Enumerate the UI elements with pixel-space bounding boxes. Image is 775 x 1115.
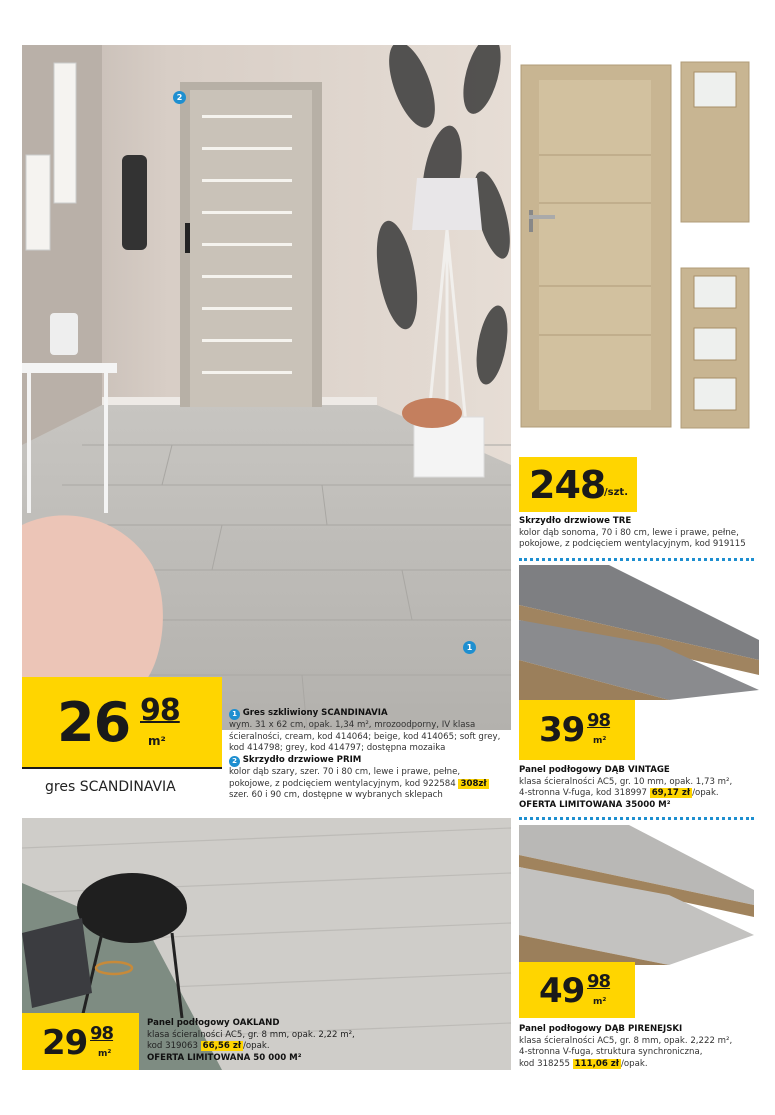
gres-item2-badge: 2 xyxy=(229,756,240,767)
vintage-pack-unit: /opak. xyxy=(692,788,719,798)
oakland-pack-price: 66,56 zł xyxy=(202,1041,242,1051)
door-tre-description xyxy=(519,516,764,551)
divider-dots-2 xyxy=(519,817,754,820)
gres-name: gres SCANDINAVIA xyxy=(45,779,176,795)
vintage-unit: m² xyxy=(593,736,607,746)
gres-item1-line1: wym. 31 x 62 cm, opak. 1,34 m², mrozoodporny, IV klasa xyxy=(229,720,476,731)
door-tre-unit: /szt. xyxy=(604,487,629,498)
pirenejski-pack-price: 111,06 zł xyxy=(574,1058,620,1069)
gres-item2-line3: szer. 60 i 90 cm, dostępne w wybranych sklepach xyxy=(229,790,443,800)
gres-item1-line2: ścieralności, cream, kod 414064; beige, kod 414065; soft grey, xyxy=(229,731,501,742)
vintage-price-int: 39 xyxy=(539,710,585,750)
pirenejski-line1: klasa ścieralności AC5, gr. 8 mm, opak. 2,222 m², xyxy=(519,1035,733,1046)
gres-item2-title: Skrzydło drzwiowe PRIM xyxy=(242,754,362,765)
vintage-price-dec: 98 xyxy=(587,710,611,731)
hallway-illustration xyxy=(22,45,511,730)
door-tre-price: 248 xyxy=(529,463,606,507)
vintage-illustration xyxy=(519,565,759,700)
pirenejski-description xyxy=(519,1024,764,1070)
oakland-line1: klasa ścieralności AC5, gr. 8 mm, opak. 2,22 m², xyxy=(147,1029,355,1040)
vintage-description xyxy=(519,765,764,811)
pirenejski-unit: m² xyxy=(593,997,607,1007)
vintage-offer: OFERTA LIMITOWANA 35000 M² xyxy=(519,799,671,810)
hallway-photo xyxy=(22,45,511,730)
oakland-pack-unit: /opak. xyxy=(243,1041,270,1051)
pirenejski-price-box xyxy=(519,962,635,1018)
gres-description xyxy=(229,708,509,802)
gres-price-box xyxy=(22,677,222,767)
door-tre-price-box xyxy=(519,457,637,512)
hallway-badge-2: 2 xyxy=(173,91,186,104)
door-tre-line2: pokojowe, z podcięciem wentylacyjnym, kod 919115 xyxy=(519,539,746,549)
oakland-offer: OFERTA LIMITOWANA 50 000 M² xyxy=(147,1052,302,1063)
vintage-line2: 4-stronna V-fuga, kod 318997 xyxy=(519,788,647,798)
pirenejski-illustration xyxy=(519,825,759,965)
pirenejski-price-dec: 98 xyxy=(587,971,611,992)
oakland-unit: m² xyxy=(98,1049,112,1059)
door-tre-photo xyxy=(519,60,755,430)
gres-price-dec: 98 xyxy=(140,693,180,728)
gres-unit: m² xyxy=(148,734,166,748)
divider-dots-1 xyxy=(519,558,754,561)
oakland-line2: kod 319063 xyxy=(147,1041,198,1051)
vintage-pack-price: 69,17 zł xyxy=(651,788,691,798)
door-tre-illustration xyxy=(519,60,755,430)
door-tre-line1: kolor dąb sonoma, 70 i 80 cm, lewe i prawe, pełne, xyxy=(519,527,739,538)
gres-item2-line1: kolor dąb szary, szer. 70 i 80 cm, lewe i prawe, pełne, xyxy=(229,767,461,777)
pirenejski-price-int: 49 xyxy=(539,971,585,1011)
pirenejski-line3: kod 318255 xyxy=(519,1058,570,1069)
gres-item1-line3: kod 414798; grey, kod 414797; dostępna mozaika xyxy=(229,743,446,754)
hallway-badge-1: 1 xyxy=(463,641,476,654)
oakland-title: Panel podłogowy OAKLAND xyxy=(147,1018,280,1028)
vintage-price-box xyxy=(519,700,635,760)
gres-price-int: 26 xyxy=(57,691,131,754)
gres-name-box xyxy=(22,767,222,812)
pirenejski-photo xyxy=(519,825,759,965)
oakland-price-dec: 98 xyxy=(90,1023,114,1044)
pirenejski-title: Panel podłogowy DĄB PIRENEJSKI xyxy=(519,1024,683,1034)
gres-item2-line2: pokojowe, z podcięciem wentylacyjnym, kod 922584 xyxy=(229,778,456,789)
vintage-line1: klasa ścieralności AC5, gr. 10 mm, opak. 1,73 m², xyxy=(519,776,733,787)
door-tre-title: Skrzydło drzwiowe TRE xyxy=(519,516,632,526)
oakland-price-box xyxy=(22,1013,139,1070)
vintage-title: Panel podłogowy DĄB VINTAGE xyxy=(519,765,670,775)
gres-item1-title: Gres szkliwiony SCANDINAVIA xyxy=(242,708,388,718)
oakland-description xyxy=(147,1018,407,1064)
vintage-photo xyxy=(519,565,759,700)
pirenejski-pack-unit: /opak. xyxy=(621,1058,648,1069)
oakland-price-int: 29 xyxy=(42,1023,88,1063)
pirenejski-line2: 4-stronna V-fuga, struktura synchroniczna, xyxy=(519,1047,703,1057)
gres-item2-price: 308zł xyxy=(460,778,487,789)
gres-item1-badge: 1 xyxy=(229,709,240,720)
